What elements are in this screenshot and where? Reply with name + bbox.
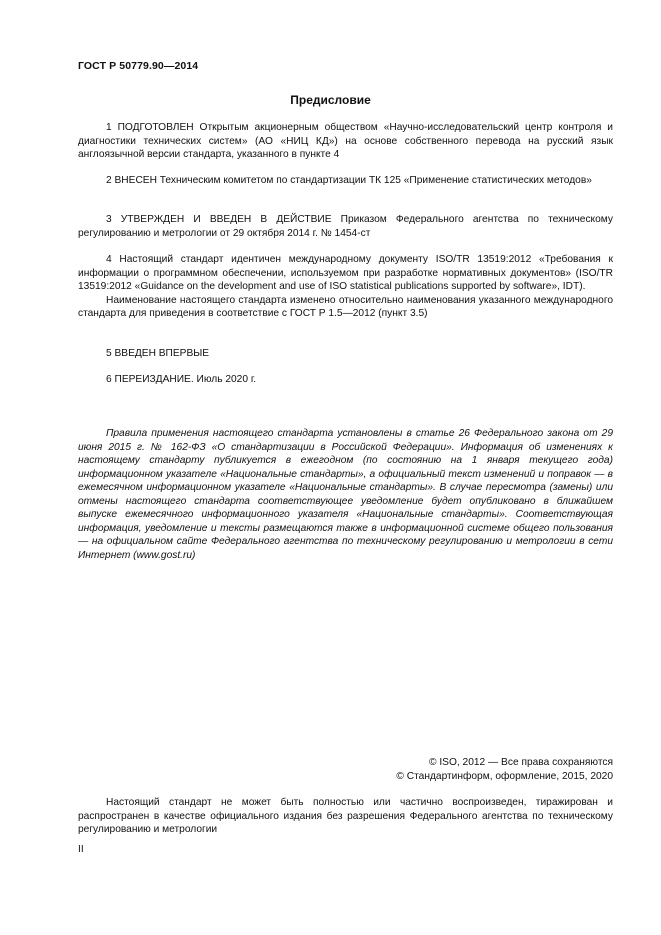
page-title: Предисловие — [290, 93, 371, 107]
copyright-iso: © ISO, 2012 — Все права сохраняются — [429, 757, 613, 768]
item-2-text: 2 ВНЕСЕН Техническим комитетом по стандартизации ТК 125 «Применение статистических методов» — [106, 175, 592, 186]
item-6-text: 6 ПЕРЕИЗДАНИЕ. Июль 2020 г. — [106, 374, 257, 385]
page-number: II — [78, 844, 84, 855]
item-4-note: Наименование настоящего стандарта изменено относительно наименования указанного международного стандарта для приведения в соответствие с ГОСТ Р 1.5—2012 (пункт 3.5) — [78, 294, 613, 319]
rules-note — [78, 427, 613, 562]
document-code: ГОСТ Р 50779.90—2014 — [78, 60, 199, 72]
item-6 — [78, 373, 613, 387]
item-1-text: 1 ПОДГОТОВЛЕН Открытым акционерным обществом «Научно-исследовательский центр контроля и диагностики технических систем» (АО «НИЦ КД») на основе собственного перевода на русский язык англоязычной версии стандарта, указанного в пункте 4 — [78, 122, 613, 160]
reproduction-notice — [78, 796, 613, 837]
item-3-text: 3 УТВЕРЖДЕН И ВВЕДЕН В ДЕЙСТВИЕ Приказом Федерального агентства по техническому регулированию и метрологии от 29 октября 2014 г. № 1454-ст — [78, 214, 613, 239]
copyright-standartinform: © Стандартинформ, оформление, 2015, 2020 — [396, 771, 613, 782]
item-5 — [78, 347, 613, 361]
item-4-text: 4 Настоящий стандарт идентичен международному документу ISO/TR 13519:2012 «Требования к информации о программном обеспечении, используемом при разработке нормативных документов» (ISO/TR 13519:2012 «Guidance on the development and use of ISO statistical publications supported by software», IDT). — [78, 254, 613, 292]
item-4 — [78, 253, 613, 321]
item-2 — [78, 174, 613, 188]
item-1 — [78, 121, 613, 162]
rules-note-text: Правила применения настоящего стандарта установлены в статье 26 Федерального закона от 29 июня 2015 г. № 162-ФЗ «О стандартизации в Российской Федерации». Информация об изменениях к настоящему стандарту публикуется в ежегодном (по состоянию на 1 января текущего года) информационном указателе «Национальные стандарты», а официальный текст изменений и поправок — в ежемесячном информационном указателе «Национальные стандарты». В случае пересмотра (замены) или отмены настоящего стандарта соответствующее уведомление будет опубликовано в ближайшем выпуске ежемесячного информационного указателя «Национальные стандарты». Соответствующая информация, уведомление и тексты размещаются также в информационной системе общего пользования — на официальном сайте Федерального агентства по техническому регулированию и метрологии в сети Интернет (www.gost.ru) — [78, 428, 613, 561]
reproduction-notice-text: Настоящий стандарт не может быть полностью или частично воспроизведен, тиражирован и распространен в качестве официального издания без разрешения Федерального агентства по техническому регулированию и метрологии — [78, 797, 613, 835]
item-3 — [78, 213, 613, 240]
item-5-text: 5 ВВЕДЕН ВПЕРВЫЕ — [106, 348, 210, 359]
